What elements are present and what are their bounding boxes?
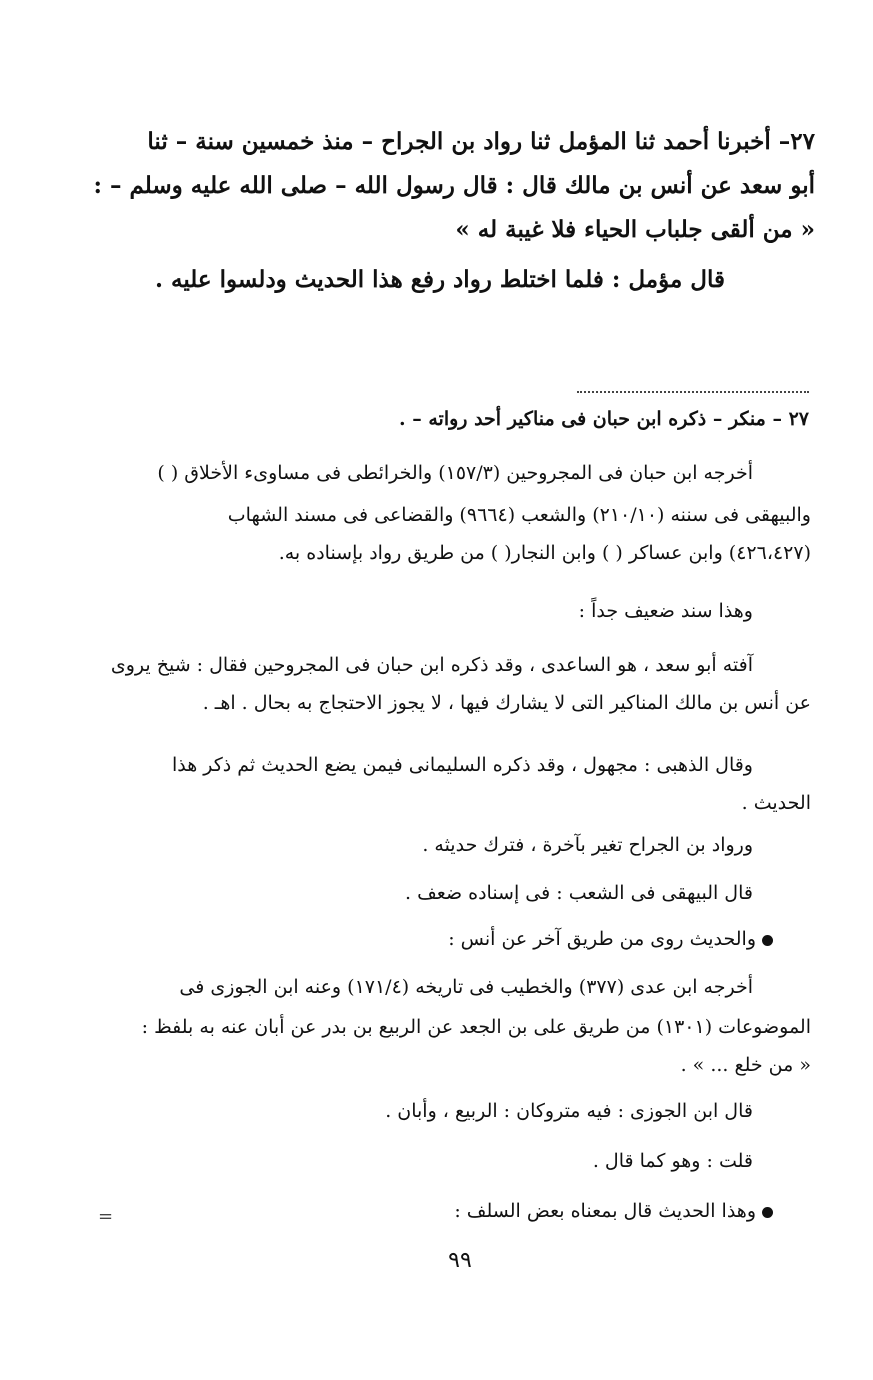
other-route-line	[448, 928, 773, 950]
dhahabi-line-1: وقال الذهبى : مجهول ، وقد ذكره السليمانى فيمن يضع الحديث ثم ذكر هذا	[171, 754, 753, 776]
qultu-line: قلت : وهو كما قال .	[592, 1150, 753, 1172]
takhrij-line-3: (٤٢٦،٤٢٧) وابن عساكر ( ) وابن النجار( ) من طريق رواد بإسناده به.	[278, 542, 811, 564]
footnote-separator	[577, 391, 809, 393]
illah-line-1: آفته أبو سعد ، هو الساعدى ، وقد ذكره ابن حبان فى المجروحين فقال : شيخ يروى	[110, 654, 753, 676]
note-heading: ٢٧ – منكر – ذكره ابن حبان فى مناكير أحد رواته – .	[399, 408, 809, 430]
takhrij-line-2: والبيهقى فى سننه (٢١٠/١٠) والشعب (٩٦٦٤) والقضاعى فى مسند الشهاب	[227, 504, 811, 526]
hadith-line-4: قال مؤمل : فلما اختلط رواد رفع هذا الحديث ودلسوا عليه .	[155, 266, 725, 293]
bullet-icon	[762, 935, 773, 946]
rawwad-line: ورواد بن الجراح تغير بآخرة ، فترك حديثه .	[422, 834, 753, 856]
margin-mark: =	[98, 1206, 114, 1227]
other-route-text: والحديث روى من طريق آخر عن أنس :	[448, 928, 756, 950]
page-number: ٩٩	[448, 1248, 472, 1273]
hadith-line-3: « من ألقى جلباب الحياء فلا غيبة له »	[455, 216, 815, 243]
takhrij-line-1: أخرجه ابن حبان فى المجروحين (١٥٧/٣) والخرائطى فى مساوىء الأخلاق ( )	[157, 462, 753, 484]
salaf-line	[454, 1200, 773, 1222]
bullet-icon	[762, 1207, 773, 1218]
weak-chain-line: وهذا سند ضعيف جداً :	[578, 600, 753, 622]
jawzi-line: قال ابن الجوزى : فيه متروكان : الربيع ، وأبان .	[385, 1100, 753, 1122]
hadith-line-1: ٢٧– أخبرنا أحمد ثنا المؤمل ثنا رواد بن الجراح – منذ خمسين سنة – ثنا	[147, 128, 815, 155]
hadith-line-2: أبو سعد عن أنس بن مالك قال : قال رسول الله – صلى الله عليه وسلم – :	[93, 172, 815, 199]
dhahabi-line-2: الحديث .	[741, 792, 811, 814]
ibn-adi-line-3: « من خلع ... » .	[680, 1054, 811, 1076]
salaf-text: وهذا الحديث قال بمعناه بعض السلف :	[454, 1200, 756, 1222]
bayhaqi-line: قال البيهقى فى الشعب : فى إسناده ضعف .	[405, 882, 753, 904]
ibn-adi-line-1: أخرجه ابن عدى (٣٧٧) والخطيب فى تاريخه (١٧١/٤) وعنه ابن الجوزى فى	[179, 976, 753, 998]
illah-line-2: عن أنس بن مالك المناكير التى لا يشارك فيها ، لا يجوز الاحتجاج به بحال . اهـ .	[202, 692, 811, 714]
ibn-adi-line-2: الموضوعات (١٣٠١) من طريق على بن الجعد عن الربيع بن بدر عن أبان عنه به بلفظ :	[141, 1016, 811, 1038]
